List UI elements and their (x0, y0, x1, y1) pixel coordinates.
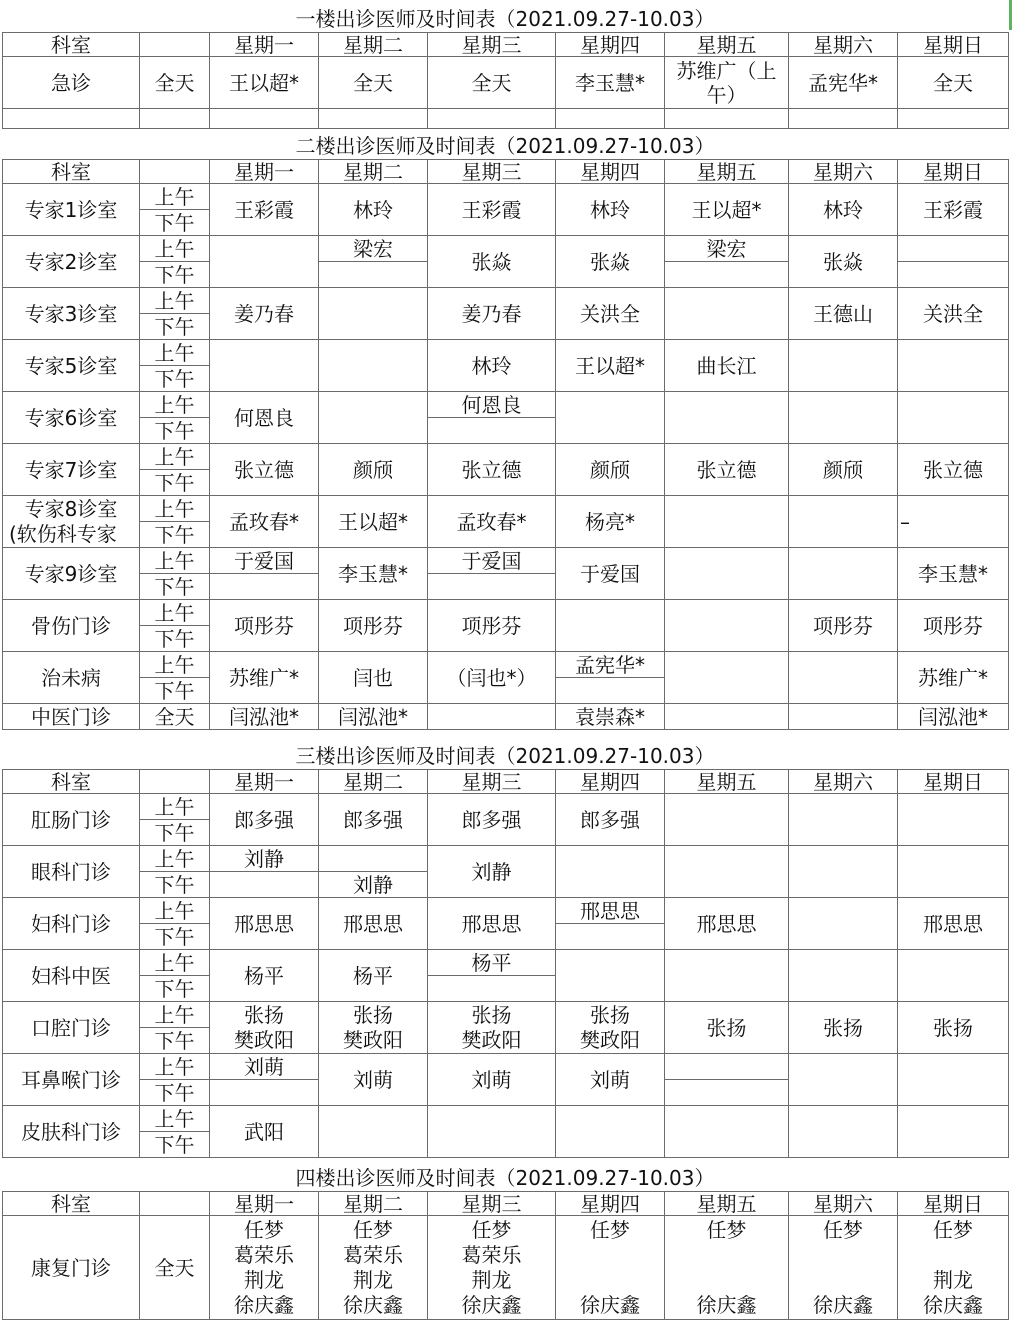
cell: 郎多强 (556, 794, 665, 846)
shift-pm: 下午 (140, 626, 210, 652)
doctor: 任梦 (353, 1217, 393, 1242)
cell: 王彩霞 (898, 184, 1009, 236)
doctor: 任梦 (706, 1217, 747, 1242)
shift-allday: 全天 (140, 57, 210, 109)
cell: 张扬 (556, 1002, 665, 1028)
dept-bone-injury: 骨伤门诊 (3, 600, 140, 652)
cell: 张焱 (428, 236, 556, 288)
doctor: 葛荣乐 (234, 1242, 294, 1267)
dept-preventive: 治未病 (3, 652, 140, 704)
floor3-table (2, 769, 1009, 1158)
cell: 于爱国 (210, 548, 319, 574)
doctor: 徐庆鑫 (461, 1292, 522, 1317)
doctor (665, 1243, 788, 1268)
header-sun: 星期日 (898, 1192, 1009, 1216)
header-wed: 星期三 (428, 33, 556, 57)
cell: 张扬 (428, 1002, 556, 1028)
floor1-section (2, 4, 1008, 130)
floor4-table (2, 1191, 1009, 1320)
header-dept: 科室 (3, 1192, 140, 1216)
cell: 项彤芬 (789, 600, 898, 652)
doctor: 任梦 (590, 1217, 630, 1242)
cell: 刘萌 (428, 1054, 556, 1106)
cell: 刘萌 (556, 1054, 665, 1106)
header-wed: 星期三 (428, 160, 556, 184)
header-dept: 科室 (3, 33, 140, 57)
header-wed: 星期三 (428, 1192, 556, 1216)
cell-list-wed (428, 1216, 556, 1320)
dept-expert-3: 专家3诊室 (3, 288, 140, 340)
cell (210, 236, 319, 288)
cell: 张立德 (665, 444, 789, 496)
shift-pm: 下午 (140, 574, 210, 600)
cell: 杨平 (428, 950, 556, 976)
doctor: 任梦 (823, 1217, 863, 1242)
cell: 刘静 (428, 846, 556, 898)
cell-list-thu (556, 1216, 665, 1320)
cell: 何恩良 (428, 392, 556, 418)
cell: 杨平 (319, 950, 428, 1002)
doctor: 葛荣乐 (461, 1242, 522, 1267)
header-sat: 星期六 (789, 1192, 898, 1216)
doctor: 徐庆鑫 (696, 1292, 757, 1317)
header-tue: 星期二 (319, 770, 428, 794)
header-sun: 星期日 (898, 33, 1009, 57)
cell: 邢思思 (556, 898, 665, 924)
cell-list-mon (210, 1216, 319, 1320)
cell: 曲长江 (665, 340, 789, 392)
cell: 王彩霞 (210, 184, 319, 236)
cell: 张扬 (789, 1002, 898, 1054)
header-tue: 星期二 (319, 1192, 428, 1216)
cell: 梁宏 (319, 236, 428, 262)
cell: 闫泓池* (319, 704, 428, 730)
header-mon: 星期一 (210, 160, 319, 184)
shift-allday: 全天 (140, 1216, 210, 1320)
header-mon: 星期一 (210, 770, 319, 794)
shift-pm: 下午 (140, 872, 210, 898)
floor2-table (2, 159, 1009, 730)
header-mon: 星期一 (210, 1192, 319, 1216)
shift-am: 上午 (140, 184, 210, 210)
cell: 全天 (319, 57, 428, 109)
shift-pm: 下午 (140, 678, 210, 704)
header-tue: 星期二 (319, 160, 428, 184)
shift-pm: 下午 (140, 314, 210, 340)
cell: 闫泓池* (210, 704, 319, 730)
cell: 颜颀 (319, 444, 428, 496)
cell: 张扬 (665, 1002, 789, 1054)
cell: 郎多强 (428, 794, 556, 846)
shift-am: 上午 (140, 898, 210, 924)
shift-pm: 下午 (140, 522, 210, 548)
header-fri: 星期五 (665, 1192, 789, 1216)
shift-am: 上午 (140, 1002, 210, 1028)
header-fri: 星期五 (665, 160, 789, 184)
cell: 闫也 (319, 652, 428, 704)
shift-pm: 下午 (140, 1080, 210, 1106)
header-thu: 星期四 (556, 1192, 665, 1216)
cell: 苏维广* (898, 652, 1009, 704)
shift-pm: 下午 (140, 976, 210, 1002)
doctor (789, 1243, 897, 1268)
shift-am: 上午 (140, 600, 210, 626)
dept-emergency: 急诊 (3, 57, 140, 109)
cell: 邢思思 (898, 898, 1009, 950)
header-thu: 星期四 (556, 33, 665, 57)
dept-rehab: 康复门诊 (3, 1216, 140, 1320)
cell: 张扬 (319, 1002, 428, 1028)
doctor (556, 1243, 664, 1268)
cell: 王以超* (556, 340, 665, 392)
doctor: 葛荣乐 (343, 1242, 403, 1267)
doctor: 任梦 (471, 1217, 512, 1242)
dept-expert-7: 专家7诊室 (3, 444, 140, 496)
cell: 梁宏 (665, 236, 789, 262)
doctor: 徐庆鑫 (343, 1292, 403, 1317)
cell: 张立德 (428, 444, 556, 496)
cell: 张立德 (210, 444, 319, 496)
cell: 樊政阳 (428, 1028, 556, 1054)
shift-pm: 下午 (140, 1028, 210, 1054)
cell: 全天 (898, 57, 1009, 109)
floor1-title: 一楼出诊医师及时间表（2021.09.27-10.03） (295, 7, 715, 31)
shift-am: 上午 (140, 548, 210, 574)
shift-am: 上午 (140, 236, 210, 262)
dept-anorectal: 肛肠门诊 (3, 794, 140, 846)
cell: 孟宪华* (556, 652, 665, 678)
shift-am: 上午 (140, 444, 210, 470)
header-sun: 星期日 (898, 160, 1009, 184)
cell: 刘静 (210, 846, 319, 872)
dept-ent: 耳鼻喉门诊 (3, 1054, 140, 1106)
shift-am: 上午 (140, 950, 210, 976)
shift-am: 上午 (140, 794, 210, 820)
shift-pm: 下午 (140, 366, 210, 392)
cell: 邢思思 (319, 898, 428, 950)
cell: 张扬 (210, 1002, 319, 1028)
floor2-title: 二楼出诊医师及时间表（2021.09.27-10.03） (295, 134, 715, 158)
shift-pm: 下午 (140, 262, 210, 288)
doctor: 徐庆鑫 (234, 1292, 294, 1317)
doctor: 荆龙 (933, 1267, 973, 1292)
cell: 姜乃春 (210, 288, 319, 340)
header-fri: 星期五 (665, 770, 789, 794)
header-dept: 科室 (3, 770, 140, 794)
cell: 邢思思 (428, 898, 556, 950)
cell: （闫也*） (428, 652, 556, 704)
cell (898, 236, 1009, 262)
cell: 郎多强 (210, 794, 319, 846)
cell: 于爱国 (556, 548, 665, 600)
doctor: 徐庆鑫 (813, 1292, 873, 1317)
cell: 姜乃春 (428, 288, 556, 340)
floor4-title: 四楼出诊医师及时间表（2021.09.27-10.03） (295, 1166, 715, 1190)
cell-list-tue (319, 1216, 428, 1320)
dept-expert-8-line2: (软伤科专家 (9, 521, 117, 546)
cell: 王以超* (210, 57, 319, 109)
cell: 郎多强 (319, 794, 428, 846)
doctor (556, 1268, 664, 1293)
doctor: 徐庆鑫 (580, 1292, 640, 1317)
header-wed: 星期三 (428, 770, 556, 794)
dept-expert-5: 专家5诊室 (3, 340, 140, 392)
shift-pm: 下午 (140, 924, 210, 950)
green-edge-bar (1009, 0, 1012, 30)
cell: 项彤芬 (428, 600, 556, 652)
shift-am: 上午 (140, 392, 210, 418)
header-mon: 星期一 (210, 33, 319, 57)
dept-ophthalmology: 眼科门诊 (3, 846, 140, 898)
cell: 项彤芬 (898, 600, 1009, 652)
cell: 王彩霞 (428, 184, 556, 236)
shift-am: 上午 (140, 340, 210, 366)
cell: 颜颀 (789, 444, 898, 496)
doctor: 荆龙 (353, 1267, 393, 1292)
dept-expert-1: 专家1诊室 (3, 184, 140, 236)
shift-am: 上午 (140, 496, 210, 522)
cell: 杨平 (210, 950, 319, 1002)
cell: 袁崇森* (556, 704, 665, 730)
cell: 林玲 (556, 184, 665, 236)
dept-expert-9: 专家9诊室 (3, 548, 140, 600)
header-fri: 星期五 (665, 33, 789, 57)
dept-tcm: 中医门诊 (3, 704, 140, 730)
header-thu: 星期四 (556, 160, 665, 184)
cell: 武阳 (210, 1106, 319, 1158)
header-sat: 星期六 (789, 33, 898, 57)
shift-pm: 下午 (140, 1132, 210, 1158)
cell: 李玉慧* (556, 57, 665, 109)
cell: 孟玫春* (210, 496, 319, 548)
cell: 邢思思 (210, 898, 319, 950)
cell: 王以超* (319, 496, 428, 548)
header-tue: 星期二 (319, 33, 428, 57)
cell: 樊政阳 (210, 1028, 319, 1054)
cell: 王以超* (665, 184, 789, 236)
shift-pm: 下午 (140, 418, 210, 444)
cell: 杨亮* (556, 496, 665, 548)
cell: 张扬 (898, 1002, 1009, 1054)
dept-dermatology: 皮肤科门诊 (3, 1106, 140, 1158)
floor1-table (2, 32, 1009, 129)
cell: 张立德 (898, 444, 1009, 496)
cell: 刘萌 (210, 1054, 319, 1080)
cell: 闫泓池* (898, 704, 1009, 730)
header-sat: 星期六 (789, 160, 898, 184)
dept-expert-6: 专家6诊室 (3, 392, 140, 444)
cell: 全天 (428, 57, 556, 109)
cell: 项彤芬 (319, 600, 428, 652)
doctor: 徐庆鑫 (923, 1292, 983, 1317)
cell: 李玉慧* (319, 548, 428, 600)
dept-expert-8 (3, 496, 140, 548)
header-sun: 星期日 (898, 770, 1009, 794)
cell: 刘萌 (319, 1054, 428, 1106)
cell: 林玲 (319, 184, 428, 236)
shift-am: 上午 (140, 652, 210, 678)
cell: 张焱 (556, 236, 665, 288)
cell: 樊政阳 (319, 1028, 428, 1054)
shift-am: 上午 (140, 1054, 210, 1080)
dept-gyn-tcm: 妇科中医 (3, 950, 140, 1002)
doctor: 荆龙 (471, 1267, 512, 1292)
cell: 樊政阳 (556, 1028, 665, 1054)
shift-am: 上午 (140, 846, 210, 872)
cell: 于爱国 (428, 548, 556, 574)
floor3-title: 三楼出诊医师及时间表（2021.09.27-10.03） (295, 744, 715, 768)
cell: 林玲 (428, 340, 556, 392)
shift-pm: 下午 (140, 210, 210, 236)
header-sat: 星期六 (789, 770, 898, 794)
floor4-section (2, 1164, 1008, 1324)
shift-pm: 下午 (140, 470, 210, 496)
cell: 李玉慧* (898, 548, 1009, 600)
cell: 孟宪华* (789, 57, 898, 109)
floor2-section (2, 132, 1008, 734)
shift-am: 上午 (140, 1106, 210, 1132)
doctor: 任梦 (933, 1217, 973, 1242)
cell-list-sun (898, 1216, 1009, 1320)
doctor (789, 1268, 897, 1293)
dept-dental: 口腔门诊 (3, 1002, 140, 1054)
shift-am: 上午 (140, 288, 210, 314)
cell-list-sat (789, 1216, 898, 1320)
cell: 关洪全 (898, 288, 1009, 340)
doctor: 任梦 (244, 1217, 284, 1242)
cell: – (898, 496, 1009, 548)
cell: 苏维广* (210, 652, 319, 704)
shift-allday: 全天 (140, 704, 210, 730)
dept-gynecology: 妇科门诊 (3, 898, 140, 950)
cell: 林玲 (789, 184, 898, 236)
cell: 何恩良 (210, 392, 319, 444)
doctor (898, 1243, 1008, 1268)
cell: 刘静 (319, 872, 428, 898)
cell: 颜颀 (556, 444, 665, 496)
cell-list-fri (665, 1216, 789, 1320)
dept-expert-8-line1: 专家8诊室 (24, 496, 118, 521)
cell: 项彤芬 (210, 600, 319, 652)
cell: 关洪全 (556, 288, 665, 340)
header-thu: 星期四 (556, 770, 665, 794)
doctor (665, 1268, 788, 1293)
cell: 张焱 (789, 236, 898, 288)
dept-expert-2: 专家2诊室 (3, 236, 140, 288)
cell: 王德山 (789, 288, 898, 340)
floor3-section (2, 742, 1008, 1158)
cell: 邢思思 (665, 898, 789, 950)
header-dept: 科室 (3, 160, 140, 184)
doctor: 荆龙 (244, 1267, 284, 1292)
cell: 苏维广（上午） (665, 57, 789, 109)
shift-pm: 下午 (140, 820, 210, 846)
cell: 孟玫春* (428, 496, 556, 548)
